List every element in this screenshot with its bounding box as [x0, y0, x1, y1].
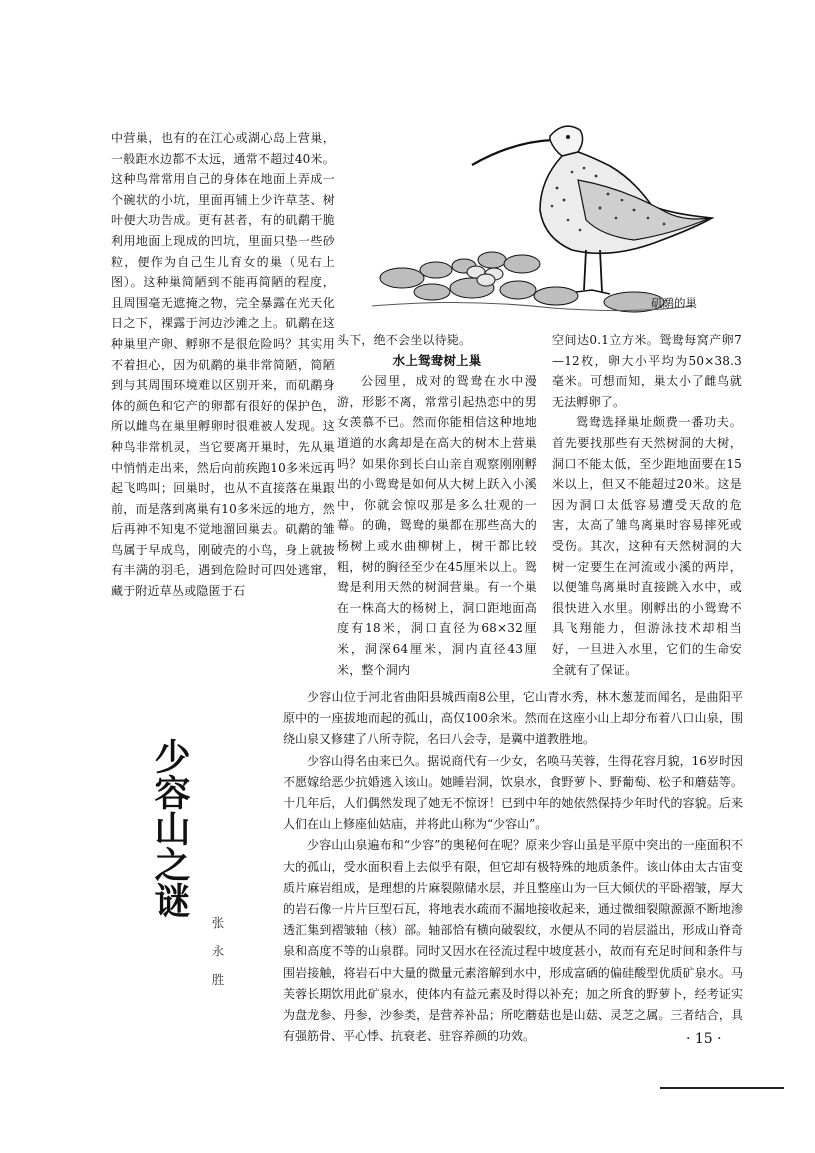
sandpiper-nest-illustration: [372, 110, 720, 316]
article-author: 张永胜: [210, 916, 225, 1002]
text-column-left: [111, 128, 335, 602]
paragraph: 少容山得名由来已久。据说商代有一少女，名唤马芙蓉，生得花容月貌，16岁时因不愿嫁给恶少抗婚逃入该山。她睡岩洞，饮泉水，食野萝卜、野葡萄、松子和蘑菇等。十几年后，人们偶然发现了她无不惊讶！已到中年的她依然保持少年时代的容貌。后来人们在山上修座仙姑庙，并将此山称为“少容山”。: [283, 753, 743, 832]
section-subheading: 水上鸳鸯树上巢: [392, 352, 482, 368]
text-column-middle: [337, 330, 537, 680]
article-title: 少容山之谜: [149, 738, 190, 918]
paragraph: 鸳鸯选择巢址颇费一番功夫。首先要找那些有天然树洞的大树，洞口不能太低，至少距地面要在15米以上，但又不能超过20米。这是因为洞口太低容易遭受天敌的危害，太高了雏鸟离巢时容易摔死或受伤。其次，这种有天然树洞的大树一定要生在河流或小溪的两岸，以便雏鸟离巢时直接跳入水中，或很快进入水里。刚孵出的小鸳鸯不具飞翔能力，但游泳技术却相当好，一旦进入水里，它们的生命安全就有了保证。: [552, 415, 742, 677]
article-body: [283, 687, 743, 1047]
divider: [660, 1087, 784, 1089]
paragraph: 少容山山泉遍布和“少容”的奥秘何在呢？原来少容山虽是平原中突出的一座面积不大的孤山，受水面积看上去似乎有限，但它却有极特殊的地质条件。该山体由太古宙变质片麻岩组成，是理想的片麻裂隙储水层，并且整座山为一巨大倾伏的平卧褶皱，厚大的岩石像一片片巨型石瓦，将地表水疏而不漏地接收起来，通过微细裂隙源源不断地渗透汇集到褶皱轴（核）部。轴部恰有横向破裂纹，水便从不同的岩层溢出，形成山脊奇泉和高度不等的山泉群。同时又因水在径流过程中坡度甚小，故而有充足时间和条件与围岩接触，将岩石中大量的微量元素溶解到水中，形成富硒的偏硅酸型优质矿泉水。马芙蓉长期饮用此矿泉水，使体内有益元素及时得以补充；加之所食的野萝卜，经考证实为盘龙参、丹参，沙参类，是营养补品；所吃蘑菇也是山菇、灵芝之属。三者结合，具有强筋骨、平心悸、抗衰老、驻容养颜的功效。: [283, 838, 743, 1044]
paragraph: 空间达0.1立方米。鸳鸯每窝产卵7—12枚，卵大小平均为50×38.3毫米。可想而知，巢太小了雌鸟就无法孵卵了。: [552, 333, 742, 409]
text-column-right: [552, 330, 742, 680]
figure-caption: 矶鹬的巢: [651, 296, 697, 310]
page-number: · 15 ·: [686, 1031, 722, 1047]
paragraph-lead: 头下，绝不会坐以待毙。: [337, 333, 472, 347]
paragraph: 中营巢，也有的在江心或湖心岛上营巢，一般距水边都不太远，通常不超过40米。这种鸟常常用自己的身体在地面上弄成一个碗状的小坑，里面再铺上少许草茎、树叶便大功告成。更有甚者，有的矶鹬干脆利用地面上现成的凹坑，里面只垫一些砂粒，便作为自己生儿育女的巢（见右上图）。这种巢简陋到不能再简陋的程度，且周围毫无遮掩之物，完全暴露在光天化日之下，裸露于河边沙滩之上。矶鹬在这种巢里产卵、孵卵不是很危险吗？其实用不着担心，因为矶鹬的巢非常简陋，简陋到与其周围环境难以区别开来，而矶鹬身体的颜色和它产的卵都有很好的保护色，所以雌鸟在巢里孵卵时很难被人发现。这种鸟非常机灵，当它要离开巢时，先从巢中悄悄走出来，然后向前疾跑10多米远再起飞鸣叫；回巢时，也从不直接落在巢跟前，而是落到离巢有10多米远的地方，然后再神不知鬼不觉地溜回巢去。矶鹬的雏鸟属于早成鸟，刚破壳的小鸟，身上就披有丰满的羽毛，遇到危险时可四处逃窜，藏于附近草丛或隐匿于石: [111, 131, 335, 599]
paragraph: 少容山位于河北省曲阳县城西南8公里，它山青水秀，林木葱茏而闻名，是曲阳平原中的一座拔地而起的孤山，高仅100余米。然而在这座小山上却分布着八口山泉，围绕山泉又修建了八所寺院，名曰八会寺，是冀中道教胜地。: [283, 690, 743, 747]
paragraph: 公园里，成对的鸳鸯在水中漫游，形影不离，常常引起热恋中的男女羡慕不已。然而你能相信这种地地道道的水禽却是在高大的树木上营巢吗？如果你到长白山亲自观察刚刚孵出的小鸳鸯是如何从大树上跃入小溪中，你就会惊叹那是多么壮观的一幕。的确，鸳鸯的巢都在那些高大的杨树上或水曲柳树上，树干都比较粗，树的胸径至少在45厘米以上。鸳鸯是利用天然的树洞营巢。有一个巢在一株高大的杨树上，洞口距地面高度有18米，洞口直径为68×32厘米，洞深64厘米，洞内直径43厘米，整个洞内: [337, 374, 537, 677]
